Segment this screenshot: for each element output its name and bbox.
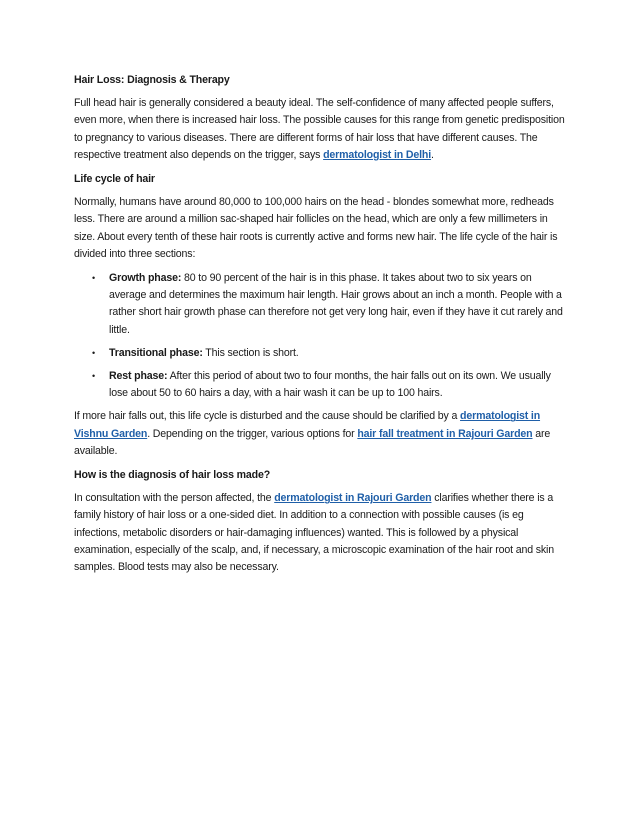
dermatologist-vishnu-garden-link[interactable]: dermatologist in Vishnu Garden [74, 410, 541, 440]
bullet-icon: • [92, 273, 96, 284]
phase-term: Growth phase: [109, 272, 182, 285]
intro-paragraph [74, 95, 568, 164]
bullet-icon: • [92, 347, 96, 358]
closing-text-2: . Depending on the trigger, various options for [147, 427, 358, 440]
document-page [74, 72, 568, 583]
dermatologist-delhi-link[interactable]: dermatologist in Delhi [323, 148, 432, 161]
intro-text: Full head hair is generally considered a beauty ideal. The self-confidence of many affected people suffers, even more, when there is increased hair loss. The possible causes for this range from genetic predisposition to pregnancy to various diseases. There are different forms of hair loss that have different causes. The respective treatment also depends on the trigger, says [74, 97, 565, 161]
section-heading-diagnosis: How is the diagnosis of hair loss made? [74, 469, 271, 482]
closing-text-3: are available. [74, 427, 551, 457]
phase-text: 80 to 90 percent of the hair is in this phase. It takes about two to six years on average and determines the maximum hair length. Hair grows about an inch a month. People with a rather short hair growth phase can therefore not get very long hair, even if they have it cut rarely and little. [109, 272, 563, 336]
intro-end: . [431, 148, 434, 161]
bullet-icon: • [92, 371, 96, 382]
list-item [74, 368, 568, 402]
phase-list [74, 270, 568, 402]
dermatologist-rajouri-garden-link[interactable]: dermatologist in Rajouri Garden [274, 492, 432, 505]
document-title: Hair Loss: Diagnosis & Therapy [74, 74, 230, 86]
closing-paragraph [74, 408, 568, 460]
life-cycle-paragraph: Normally, humans have around 80,000 to 100,000 hairs on the head - blondes somewhat more, redheads less. There are around a million sac-shaped hair follicles on the head, which are only a few millimeters in size. About every tenth of these hair roots is currently active and forms new hair. The life cycle of the hair is divided into three sections: [74, 196, 558, 260]
closing-text-1: If more hair falls out, this life cycle is disturbed and the cause should be clarified by a [74, 410, 461, 423]
section-heading-life-cycle: Life cycle of hair [74, 173, 155, 186]
diagnosis-text-2: clarifies whether there is a family history of hair loss or a one-sided diet. In addition to a connection with possible causes (is eg infections, metabolic disorders or hair-damaging influences) wanted. This is followed by a physical examination, especially of the scalp, and, if necessary, a microscopic examination of the hair root and skin samples. Blood tests may also be necessary. [74, 492, 554, 574]
phase-term: Transitional phase: [109, 346, 203, 359]
phase-text: This section is short. [202, 346, 299, 359]
diagnosis-text-1: In consultation with the person affected, the [74, 492, 275, 505]
hair-fall-treatment-link[interactable]: hair fall treatment in Rajouri Garden [357, 427, 533, 440]
phase-text: After this period of about two to four months, the hair falls out on its own. We usually lose about 50 to 60 hairs a day, with a hair wash it can be up to 100 hairs. [109, 370, 551, 400]
list-item [74, 345, 568, 362]
list-item [74, 270, 568, 339]
diagnosis-paragraph [74, 490, 568, 576]
phase-term: Rest phase: [109, 370, 168, 383]
